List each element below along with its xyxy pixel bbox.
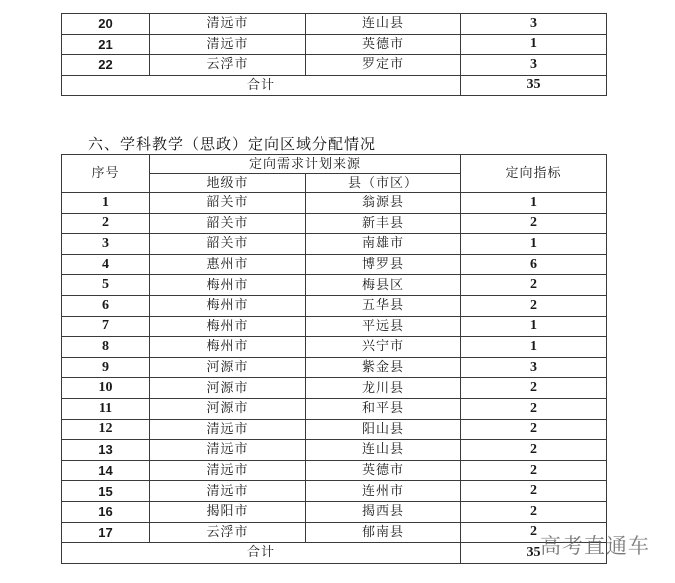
table-row (62, 460, 607, 481)
prefecture-city: 清远市 (150, 440, 306, 461)
row-number: 10 (62, 378, 150, 399)
county: 南雄市 (306, 234, 461, 255)
header-quota: 定向指标 (461, 155, 607, 193)
prefecture-city: 清远市 (150, 460, 306, 481)
county: 博罗县 (306, 254, 461, 275)
county: 五华县 (306, 295, 461, 316)
quota: 2 (461, 501, 607, 522)
total-label: 合计 (62, 75, 461, 96)
row-number: 14 (62, 460, 150, 481)
prefecture-city: 河源市 (150, 398, 306, 419)
row-number: 9 (62, 357, 150, 378)
row-number: 7 (62, 316, 150, 337)
prefecture-city: 清远市 (150, 419, 306, 440)
row-number: 15 (62, 481, 150, 502)
prefecture-city: 河源市 (150, 378, 306, 399)
county: 罗定市 (306, 55, 461, 76)
county: 紫金县 (306, 357, 461, 378)
table-row (62, 357, 607, 378)
table-row (62, 501, 607, 522)
header-source-group: 定向需求计划来源 (150, 155, 461, 174)
county: 连山县 (306, 14, 461, 35)
quota: 2 (461, 213, 607, 234)
row-number: 6 (62, 295, 150, 316)
prefecture-city: 梅州市 (150, 316, 306, 337)
quota: 3 (461, 357, 607, 378)
county: 新丰县 (306, 213, 461, 234)
county: 连州市 (306, 481, 461, 502)
quota: 2 (461, 275, 607, 296)
county: 英德市 (306, 34, 461, 55)
allocation-table-continued (61, 13, 607, 96)
total-value: 35 (461, 75, 607, 96)
section-title: 六、学科教学（思政）定向区域分配情况 (88, 135, 377, 153)
header-county: 县（市区） (306, 174, 461, 193)
quota: 2 (461, 419, 607, 440)
row-number: 12 (62, 419, 150, 440)
quota: 1 (461, 34, 607, 55)
prefecture-city: 清远市 (150, 34, 306, 55)
county: 连山县 (306, 440, 461, 461)
county: 翁源县 (306, 193, 461, 214)
prefecture-city: 惠州市 (150, 254, 306, 275)
header-city: 地级市 (150, 174, 306, 193)
row-number: 13 (62, 440, 150, 461)
quota: 2 (461, 295, 607, 316)
total-value: 35 (461, 543, 607, 564)
row-number: 11 (62, 398, 150, 419)
quota: 2 (461, 522, 607, 543)
table-row (62, 213, 607, 234)
row-number: 17 (62, 522, 150, 543)
table-row (62, 440, 607, 461)
quota: 1 (461, 337, 607, 358)
table-row (62, 316, 607, 337)
prefecture-city: 云浮市 (150, 55, 306, 76)
table-row (62, 337, 607, 358)
prefecture-city: 梅州市 (150, 295, 306, 316)
table-row (62, 419, 607, 440)
table-row (62, 254, 607, 275)
county: 郁南县 (306, 522, 461, 543)
quota: 3 (461, 55, 607, 76)
quota: 1 (461, 193, 607, 214)
allocation-table-ideology (61, 154, 607, 564)
total-row (62, 75, 607, 96)
row-number: 20 (62, 14, 150, 35)
quota: 2 (461, 398, 607, 419)
quota: 1 (461, 316, 607, 337)
quota: 3 (461, 14, 607, 35)
prefecture-city: 韶关市 (150, 193, 306, 214)
county: 英德市 (306, 460, 461, 481)
quota: 2 (461, 440, 607, 461)
header-no: 序号 (62, 155, 150, 193)
total-label: 合计 (62, 543, 461, 564)
prefecture-city: 河源市 (150, 357, 306, 378)
row-number: 2 (62, 213, 150, 234)
table-row (62, 14, 607, 35)
watermark-logo: 高考直通车 (540, 534, 650, 558)
quota: 2 (461, 481, 607, 502)
county: 阳山县 (306, 419, 461, 440)
table-row (62, 398, 607, 419)
header-row (62, 155, 607, 174)
row-number: 21 (62, 34, 150, 55)
row-number: 3 (62, 234, 150, 255)
prefecture-city: 揭阳市 (150, 501, 306, 522)
quota: 6 (461, 254, 607, 275)
county: 兴宁市 (306, 337, 461, 358)
row-number: 1 (62, 193, 150, 214)
table-row (62, 193, 607, 214)
county: 揭西县 (306, 501, 461, 522)
prefecture-city: 云浮市 (150, 522, 306, 543)
prefecture-city: 韶关市 (150, 234, 306, 255)
table-row (62, 481, 607, 502)
table-row (62, 34, 607, 55)
table-row (62, 55, 607, 76)
table-row (62, 234, 607, 255)
table-row (62, 275, 607, 296)
table-row (62, 295, 607, 316)
row-number: 4 (62, 254, 150, 275)
prefecture-city: 韶关市 (150, 213, 306, 234)
quota: 1 (461, 234, 607, 255)
row-number: 8 (62, 337, 150, 358)
table-row (62, 378, 607, 399)
county: 梅县区 (306, 275, 461, 296)
table-row (62, 522, 607, 543)
total-row (62, 543, 607, 564)
row-number: 22 (62, 55, 150, 76)
county: 平远县 (306, 316, 461, 337)
row-number: 5 (62, 275, 150, 296)
prefecture-city: 清远市 (150, 481, 306, 502)
prefecture-city: 梅州市 (150, 337, 306, 358)
county: 龙川县 (306, 378, 461, 399)
row-number: 16 (62, 501, 150, 522)
prefecture-city: 梅州市 (150, 275, 306, 296)
county: 和平县 (306, 398, 461, 419)
quota: 2 (461, 460, 607, 481)
quota: 2 (461, 378, 607, 399)
prefecture-city: 清远市 (150, 14, 306, 35)
